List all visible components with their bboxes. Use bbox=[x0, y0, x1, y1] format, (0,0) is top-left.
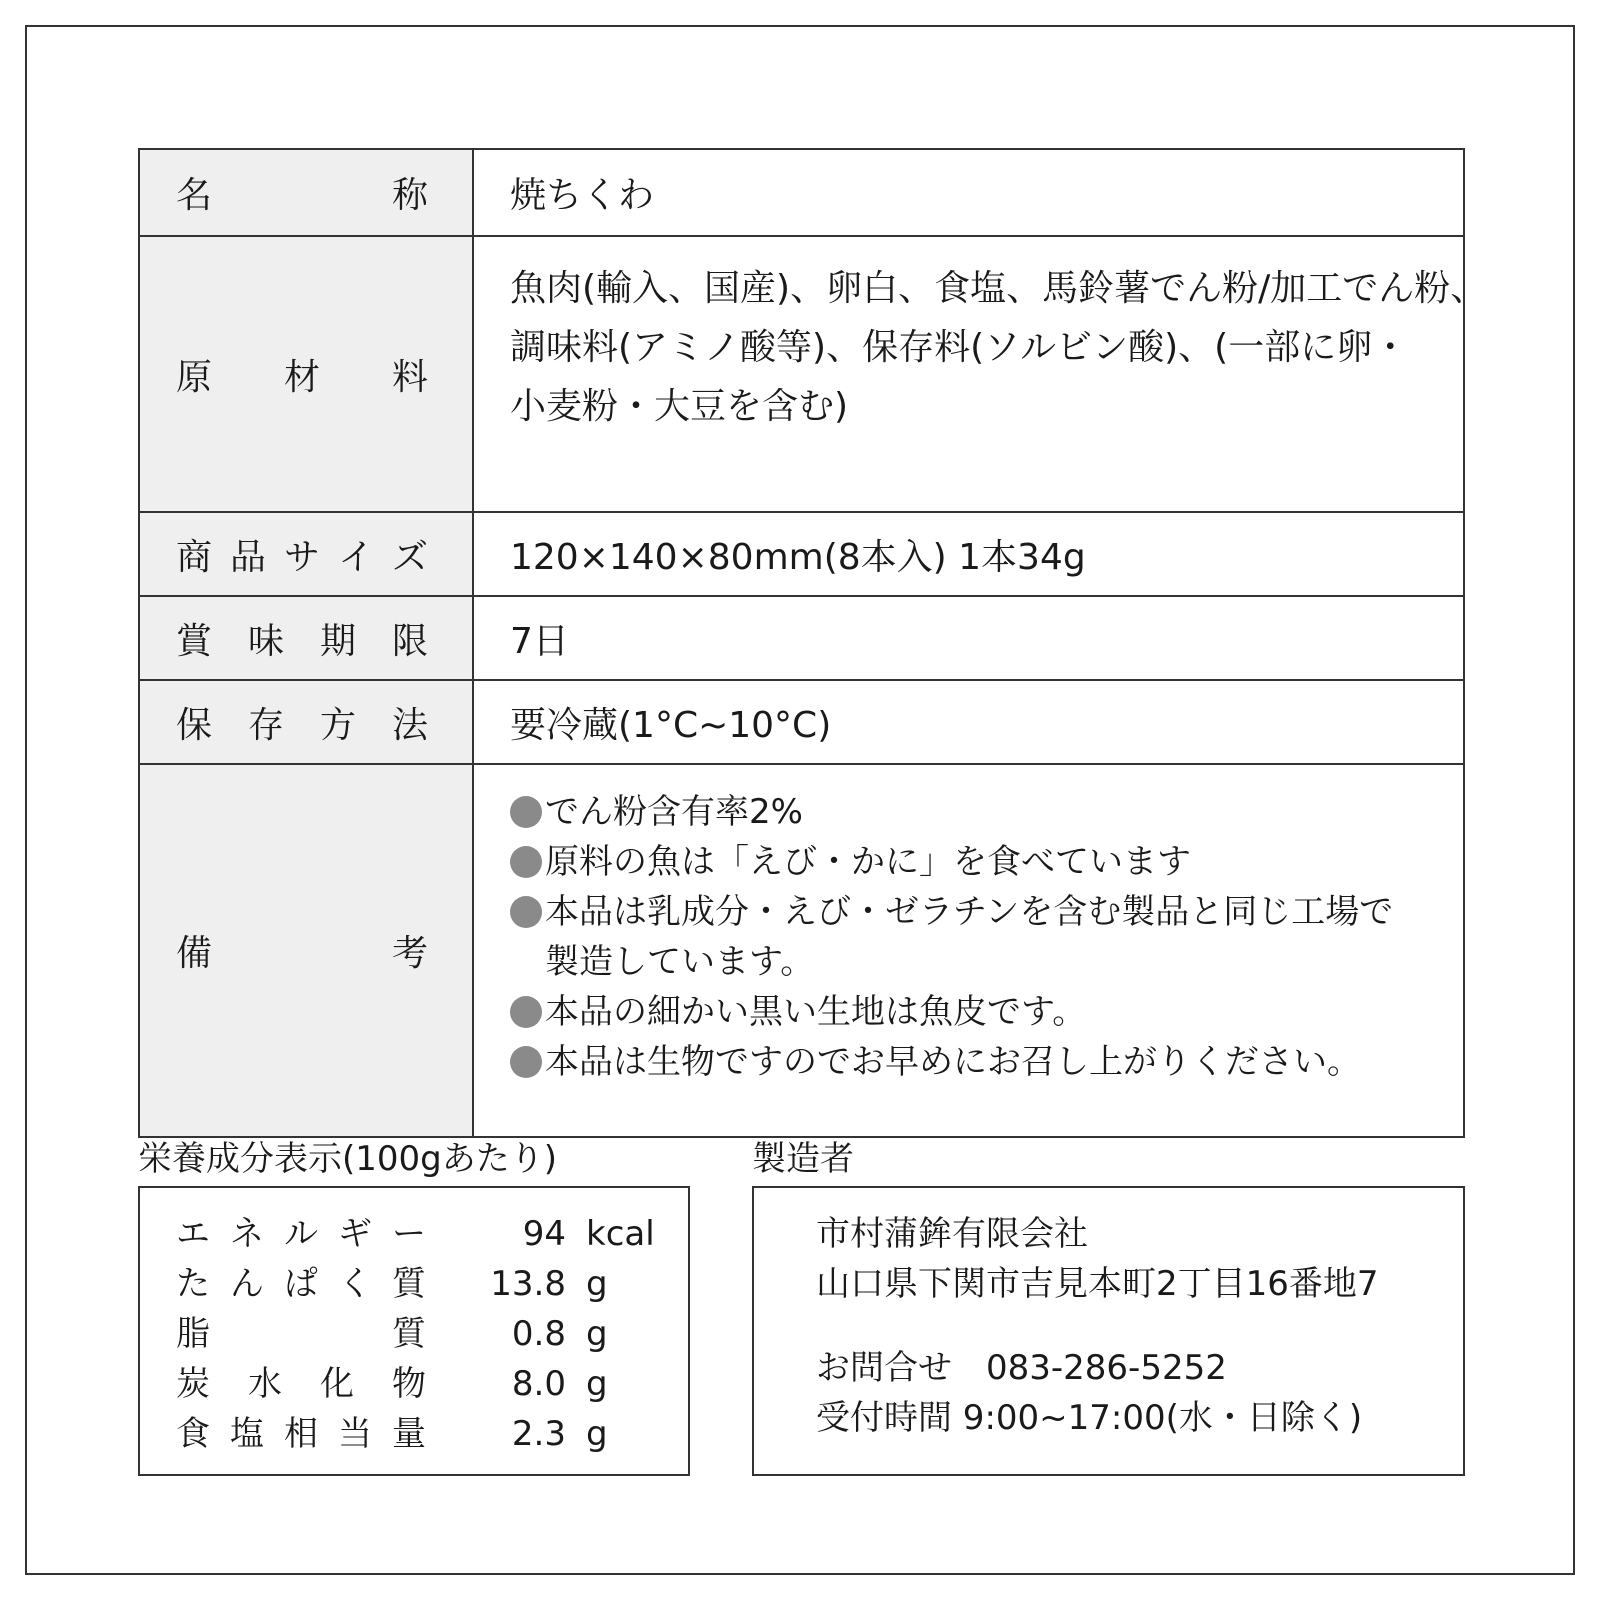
notes-label: 備 考 bbox=[176, 933, 428, 974]
nutrition-box bbox=[138, 1186, 690, 1476]
bullet-icon bbox=[510, 996, 542, 1028]
ingredients-value bbox=[473, 236, 1487, 512]
manufacturer-title: 製造者 bbox=[752, 1139, 854, 1179]
note-item: でん粉含有率2% bbox=[510, 787, 1447, 837]
note-item: 本品の細かい黒い生地は魚皮です。 bbox=[510, 987, 1447, 1037]
bullet-icon bbox=[510, 1046, 542, 1078]
best-before-value: 7日 bbox=[473, 596, 1464, 680]
best-before-label: 賞 味 期 限 bbox=[176, 620, 428, 662]
nutrition-unit: g bbox=[586, 1414, 608, 1454]
note-item: 本品は生物ですのでお早めにお召し上がりください。 bbox=[510, 1037, 1447, 1087]
ingredients-label: 原 材 料 bbox=[176, 356, 428, 398]
nutrition-unit: g bbox=[586, 1264, 608, 1304]
storage-value: 要冷蔵(1°C~10°C) bbox=[473, 680, 1464, 764]
nutrition-label: 食 塩 相 当 量 bbox=[176, 1414, 426, 1454]
nutrition-label: 炭 水 化 物 bbox=[176, 1364, 426, 1404]
manufacturer-box bbox=[752, 1186, 1465, 1476]
nutrition-unit: g bbox=[586, 1314, 608, 1354]
ingredients-line: 小麦粉・大豆を含む) bbox=[510, 386, 849, 427]
nutrition-label: エ ネ ル ギ ー bbox=[176, 1214, 426, 1254]
name-value: 焼ちくわ bbox=[473, 149, 1464, 236]
spec-row-size bbox=[139, 512, 1464, 596]
note-item: 原料の魚は「えび・かに」を食べています bbox=[510, 837, 1447, 887]
nutrition-row-salt bbox=[176, 1410, 676, 1458]
storage-label: 保 存 方 法 bbox=[176, 704, 428, 746]
nutrition-value: 8.0 bbox=[511, 1364, 566, 1404]
spec-row-storage bbox=[139, 680, 1464, 764]
bullet-icon bbox=[510, 896, 542, 928]
nutrition-value: 0.8 bbox=[511, 1314, 566, 1354]
nutrition-unit: g bbox=[586, 1364, 608, 1404]
ingredients-line: 調味料(アミノ酸等)、保存料(ソルビン酸)、(一部に卵・ bbox=[510, 327, 1409, 368]
size-value: 120×140×80mm(8本入) 1本34g bbox=[473, 512, 1464, 596]
nutrition-row-protein bbox=[176, 1260, 676, 1308]
company-address: 山口県下関市吉見本町2丁目16番地7 bbox=[816, 1264, 1379, 1304]
spec-row-ingredients bbox=[139, 236, 1464, 512]
nutrition-title: 栄養成分表示(100gあたり) bbox=[138, 1139, 558, 1179]
name-label: 名 称 bbox=[176, 175, 428, 216]
spec-row-best-before bbox=[139, 596, 1464, 680]
size-label: 商 品 サ イ ズ bbox=[176, 536, 428, 578]
spec-row-notes bbox=[139, 764, 1464, 1137]
nutrition-label: た ん ぱ く 質 bbox=[176, 1264, 426, 1304]
nutrition-label: 脂 質 bbox=[176, 1314, 426, 1354]
notes-value bbox=[473, 764, 1464, 1137]
contact-phone: お問合せ 083-286-5252 bbox=[816, 1348, 1227, 1388]
company-name: 市村蒲鉾有限会社 bbox=[816, 1214, 1088, 1254]
nutrition-value: 13.8 bbox=[490, 1264, 566, 1304]
product-spec-table bbox=[138, 148, 1487, 1138]
nutrition-value: 2.3 bbox=[511, 1414, 566, 1454]
nutrition-value: 94 bbox=[522, 1214, 566, 1254]
note-item: 本品は乳成分・えび・ゼラチンを含む製品と同じ工場で 製造しています。 bbox=[510, 887, 1447, 987]
nutrition-row-fat bbox=[176, 1310, 676, 1358]
nutrition-row-carbohydrate bbox=[176, 1360, 676, 1408]
spec-row-name bbox=[139, 149, 1464, 236]
nutrition-row-energy bbox=[176, 1210, 676, 1258]
bullet-icon bbox=[510, 846, 542, 878]
bullet-icon bbox=[510, 796, 542, 828]
business-hours: 受付時間 9:00~17:00(水・日除く) bbox=[816, 1398, 1363, 1438]
nutrition-unit: kcal bbox=[586, 1214, 655, 1254]
ingredients-line: 魚肉(輸入、国産)、卵白、食塩、馬鈴薯でん粉/加工でん粉、 bbox=[510, 268, 1487, 309]
